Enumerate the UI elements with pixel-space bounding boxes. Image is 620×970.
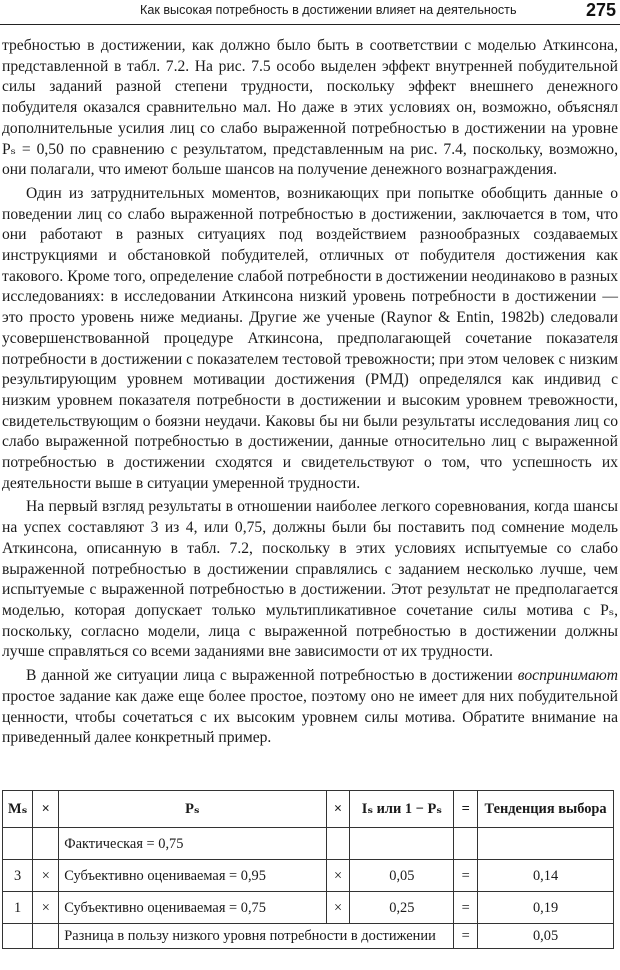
table-summary-row [3, 924, 614, 949]
emphasis-text: воспринимают [517, 667, 618, 685]
table-cell [3, 924, 33, 949]
table-cell [326, 828, 350, 860]
table-cell: 0,19 [478, 892, 614, 924]
table-cell: 0,25 [350, 892, 454, 924]
summary-value: 0,05 [478, 924, 614, 949]
table-cell [478, 828, 614, 860]
column-header: Mₛ [3, 791, 33, 828]
table-cell: Фактическая = 0,75 [59, 828, 326, 860]
table-row [3, 892, 614, 924]
paragraph-text: простое задание как даже еще более простое, поэтому оно не имеет для них побудительной ценности, чтобы сочетаться с их высоким уровнем силы мотива. Обратите внимание на приведенный далее конкретный пример. [2, 687, 618, 747]
paragraph: требностью в достижении, как должно было быть в соответствии с моделью Аткинсона, представленной в табл. 7.2. На рис. 7.5 особо выделен эффект внутренней побудительной силы заданий разной степени трудности, поскольку эффект внешнего денежного побудителя оказался сравнительно мал. Но даже в этих условиях он, возможно, объяснял дополнительные усилия лиц со слабо выраженной потребностью в достижении на уровне Pₛ = 0,50 по сравнению с результатом, представленным на рис. 7.4, поскольку, возможно, они полагали, что имеют больше шансов на получение денежного вознаграждения. [2, 37, 618, 179]
column-header: Тенденция выбора [478, 791, 614, 828]
table-cell [454, 828, 478, 860]
table-cell: Субъективно оцениваемая = 0,75 [59, 892, 326, 924]
column-header: Pₛ [59, 791, 326, 828]
paragraph-text: В данной же ситуации лица с выраженной потребностью в достижении [26, 667, 518, 685]
paragraph: На первый взгляд результаты в отношении наиболее легкого соревнования, когда шансы на успех составляют 3 из 4, или 0,75, должны были бы поставить под сомнение модель Аткинсона, описанную в табл. 7.2, поскольку в этих условиях испытуемые со слабо выраженной потребностью в достижении справлялись с заданием несколько лучше, чем испытуемые с выраженной потребностью в достижении. Этот результат не предполагается моделью, которая допускает только мультипликативное сочетание силы мотива с Pₛ, поскольку, согласно модели, лица с выраженной потребностью в достижении должны лучше справляться со всеми заданиями вне зависимости от их трудности. [2, 498, 618, 661]
table-cell: = [454, 924, 478, 949]
body-text [2, 36, 618, 749]
column-header: × [326, 791, 350, 828]
page-header [0, 0, 620, 25]
table-cell: × [326, 860, 350, 892]
table-cell: 0,14 [478, 860, 614, 892]
page-number: 275 [585, 0, 616, 20]
table-cell: Субъективно оцениваемая = 0,95 [59, 860, 326, 892]
table-cell: × [326, 892, 350, 924]
table-cell [350, 828, 454, 860]
table-header-row [3, 791, 614, 828]
table-cell: × [33, 892, 59, 924]
table-cell: = [454, 860, 478, 892]
table-cell [33, 828, 59, 860]
column-header: Iₛ или 1 − Pₛ [350, 791, 454, 828]
table-cell: 0,05 [350, 860, 454, 892]
table-row [3, 828, 614, 860]
summary-label: Разница в пользу низкого уровня потребности в достижении [59, 924, 454, 949]
table-cell [33, 924, 59, 949]
table-cell: = [454, 892, 478, 924]
paragraph [2, 666, 618, 749]
table-cell [3, 828, 33, 860]
running-head: Как высокая потребность в достижении влияет на деятельность [140, 3, 517, 17]
table-row [3, 860, 614, 892]
choice-tendency-table [2, 790, 614, 949]
column-header: = [454, 791, 478, 828]
table-cell: 1 [3, 892, 33, 924]
paragraph: Один из затруднительных моментов, возникающих при попытке обобщить данные о поведении лиц со слабо выраженной потребностью в достижении, заключается в том, что они работают в разных ситуациях под воздействием разнообразных создаваемых инструкциями и обстановкой побудителей, отличных от побудителя достижения как такового. Кроме того, определение слабой потребности в достижении неодинаково в разных исследованиях: в исследовании Аткинсона низкий уровень потребности в достижении — это просто уровень ниже медианы. Другие же ученые (Raynor & Entin, 1982b) следовали усовершенствованной процедуре Аткинсона, предполагающей сочетание показателя потребности в достижении с показателем тестовой тревожности; при этом человек с низким результирующим уровнем мотивации достижения (РМД) определялся как индивид с низким уровнем показателя потребности в достижении и высоким уровнем тревожности, свидетельствующим о боязни неудачи. Каковы бы ни были результаты исследования лиц со слабо выраженной потребностью в достижении, данные относительно лиц с выраженной потребностью в достижении сходятся и свидетельствуют о том, что успешность их деятельности выше в ситуации умеренной трудности. [2, 184, 618, 492]
table-cell: × [33, 860, 59, 892]
table-cell: 3 [3, 860, 33, 892]
column-header: × [33, 791, 59, 828]
